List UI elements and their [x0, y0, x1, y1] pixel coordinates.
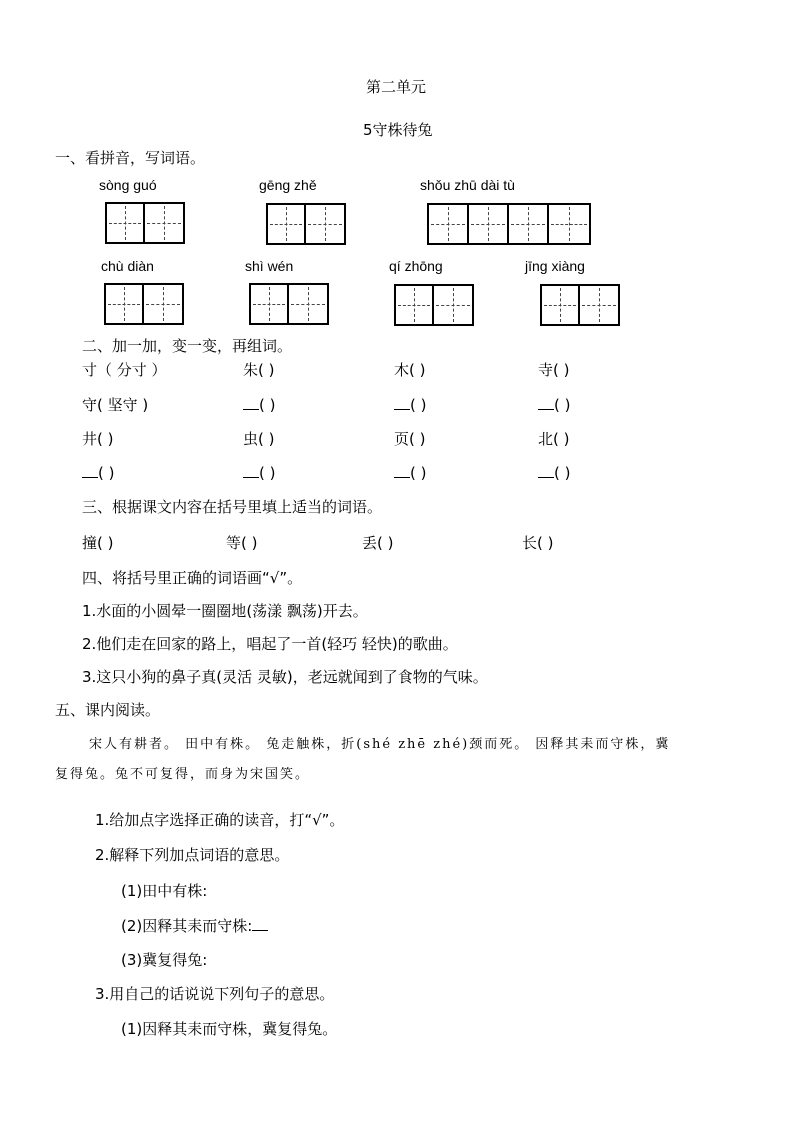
- writing-grid[interactable]: [540, 284, 620, 326]
- writing-cell[interactable]: [469, 205, 509, 243]
- writing-cell[interactable]: [509, 205, 549, 243]
- compose-item: ( ): [82, 463, 114, 483]
- unit-title: 第二单元: [366, 78, 427, 96]
- compose-item: 虫( ): [243, 430, 275, 448]
- fill-item: 长( ): [522, 534, 554, 552]
- question-2-3: (3)冀复得兔:: [121, 951, 208, 969]
- writing-cell[interactable]: [542, 286, 580, 324]
- pinyin-label: sòng guó: [99, 177, 157, 193]
- writing-cell[interactable]: [145, 204, 183, 242]
- question-3-1: (1)因释其耒而守株，冀复得兔。: [121, 1020, 338, 1038]
- blank-line[interactable]: [538, 463, 554, 478]
- compose-item: ( ): [394, 463, 426, 483]
- compose-item: 朱( ): [243, 361, 275, 379]
- compose-item: ( ): [394, 395, 426, 415]
- question-2-1: (1)田中有株:: [121, 882, 208, 900]
- choice-sentence: 3.这只小狗的鼻子真(灵活 灵敏)，老远就闻到了食物的气味。: [82, 668, 488, 686]
- writing-cell[interactable]: [580, 286, 618, 324]
- passage-line: 复得兔。兔不可复得，而身为宋国笑。: [55, 767, 311, 782]
- lesson-title: 5守株待兔: [363, 121, 433, 139]
- writing-cell[interactable]: [429, 205, 469, 243]
- compose-item: ( ): [243, 395, 275, 415]
- passage-line: 宋人有耕者。 田中有株。 兔走触株，折(shé zhē zhé)颈而死。 因释其耒而守株，冀: [89, 737, 671, 752]
- compose-item: 北( ): [538, 430, 570, 448]
- writing-cell[interactable]: [396, 286, 434, 324]
- pinyin-label: gēng zhě: [259, 177, 317, 193]
- blank-line[interactable]: [394, 395, 410, 410]
- blank-line[interactable]: [243, 463, 259, 478]
- compose-item: 井( ): [82, 430, 114, 448]
- writing-grid[interactable]: [105, 202, 185, 244]
- choice-sentence: 1.水面的小圆晕一圈圈地(荡漾 飘荡)开去。: [82, 602, 368, 620]
- pinyin-label: qí zhōng: [389, 258, 443, 274]
- section2-heading: 二、加一加，变一变，再组词。: [82, 337, 293, 355]
- question-2: 2.解释下列加点词语的意思。: [95, 846, 290, 864]
- pinyin-label: jīng xiàng: [525, 258, 585, 274]
- compose-item: 寺( ): [538, 361, 570, 379]
- pinyin-label: chù diàn: [101, 258, 154, 274]
- writing-cell[interactable]: [289, 285, 327, 323]
- writing-cell[interactable]: [268, 205, 306, 243]
- compose-item: 守( 坚守 ): [82, 396, 149, 414]
- section3-heading: 三、根据课文内容在括号里填上适当的词语。: [82, 498, 383, 516]
- blank-line[interactable]: [82, 463, 98, 478]
- blank-line[interactable]: [243, 395, 259, 410]
- question-2-2: (2)因释其耒而守株:: [121, 916, 268, 936]
- pinyin-label: shì wén: [245, 258, 294, 274]
- writing-cell[interactable]: [106, 285, 144, 323]
- writing-cell[interactable]: [144, 285, 182, 323]
- writing-grid[interactable]: [427, 203, 591, 245]
- compose-item: 木( ): [394, 361, 426, 379]
- fill-item: 丢( ): [362, 534, 394, 552]
- writing-grid[interactable]: [394, 284, 474, 326]
- compose-item: 寸（ 分寸 ）: [82, 361, 167, 379]
- writing-grid[interactable]: [104, 283, 184, 325]
- writing-cell[interactable]: [434, 286, 472, 324]
- question-1: 1.给加点字选择正确的读音，打“√”。: [95, 811, 345, 829]
- section1-heading: 一、看拼音，写词语。: [55, 149, 206, 167]
- question-3: 3.用自己的话说说下列句子的意思。: [95, 985, 335, 1003]
- writing-grid[interactable]: [266, 203, 346, 245]
- blank-line[interactable]: [252, 916, 268, 931]
- pinyin-label: shǒu zhū dài tù: [420, 177, 515, 193]
- compose-item: 页( ): [394, 430, 426, 448]
- section4-heading: 四、将括号里正确的词语画“√”。: [82, 569, 303, 587]
- blank-line[interactable]: [394, 463, 410, 478]
- writing-cell[interactable]: [549, 205, 589, 243]
- section5-heading: 五、课内阅读。: [55, 701, 161, 719]
- fill-item: 撞( ): [82, 534, 114, 552]
- writing-cell[interactable]: [107, 204, 145, 242]
- compose-item: ( ): [538, 395, 570, 415]
- fill-item: 等( ): [226, 534, 258, 552]
- writing-cell[interactable]: [306, 205, 344, 243]
- blank-line[interactable]: [538, 395, 554, 410]
- compose-item: ( ): [538, 463, 570, 483]
- choice-sentence: 2.他们走在回家的路上，唱起了一首(轻巧 轻快)的歌曲。: [82, 635, 458, 653]
- compose-item: ( ): [243, 463, 275, 483]
- writing-cell[interactable]: [251, 285, 289, 323]
- writing-grid[interactable]: [249, 283, 329, 325]
